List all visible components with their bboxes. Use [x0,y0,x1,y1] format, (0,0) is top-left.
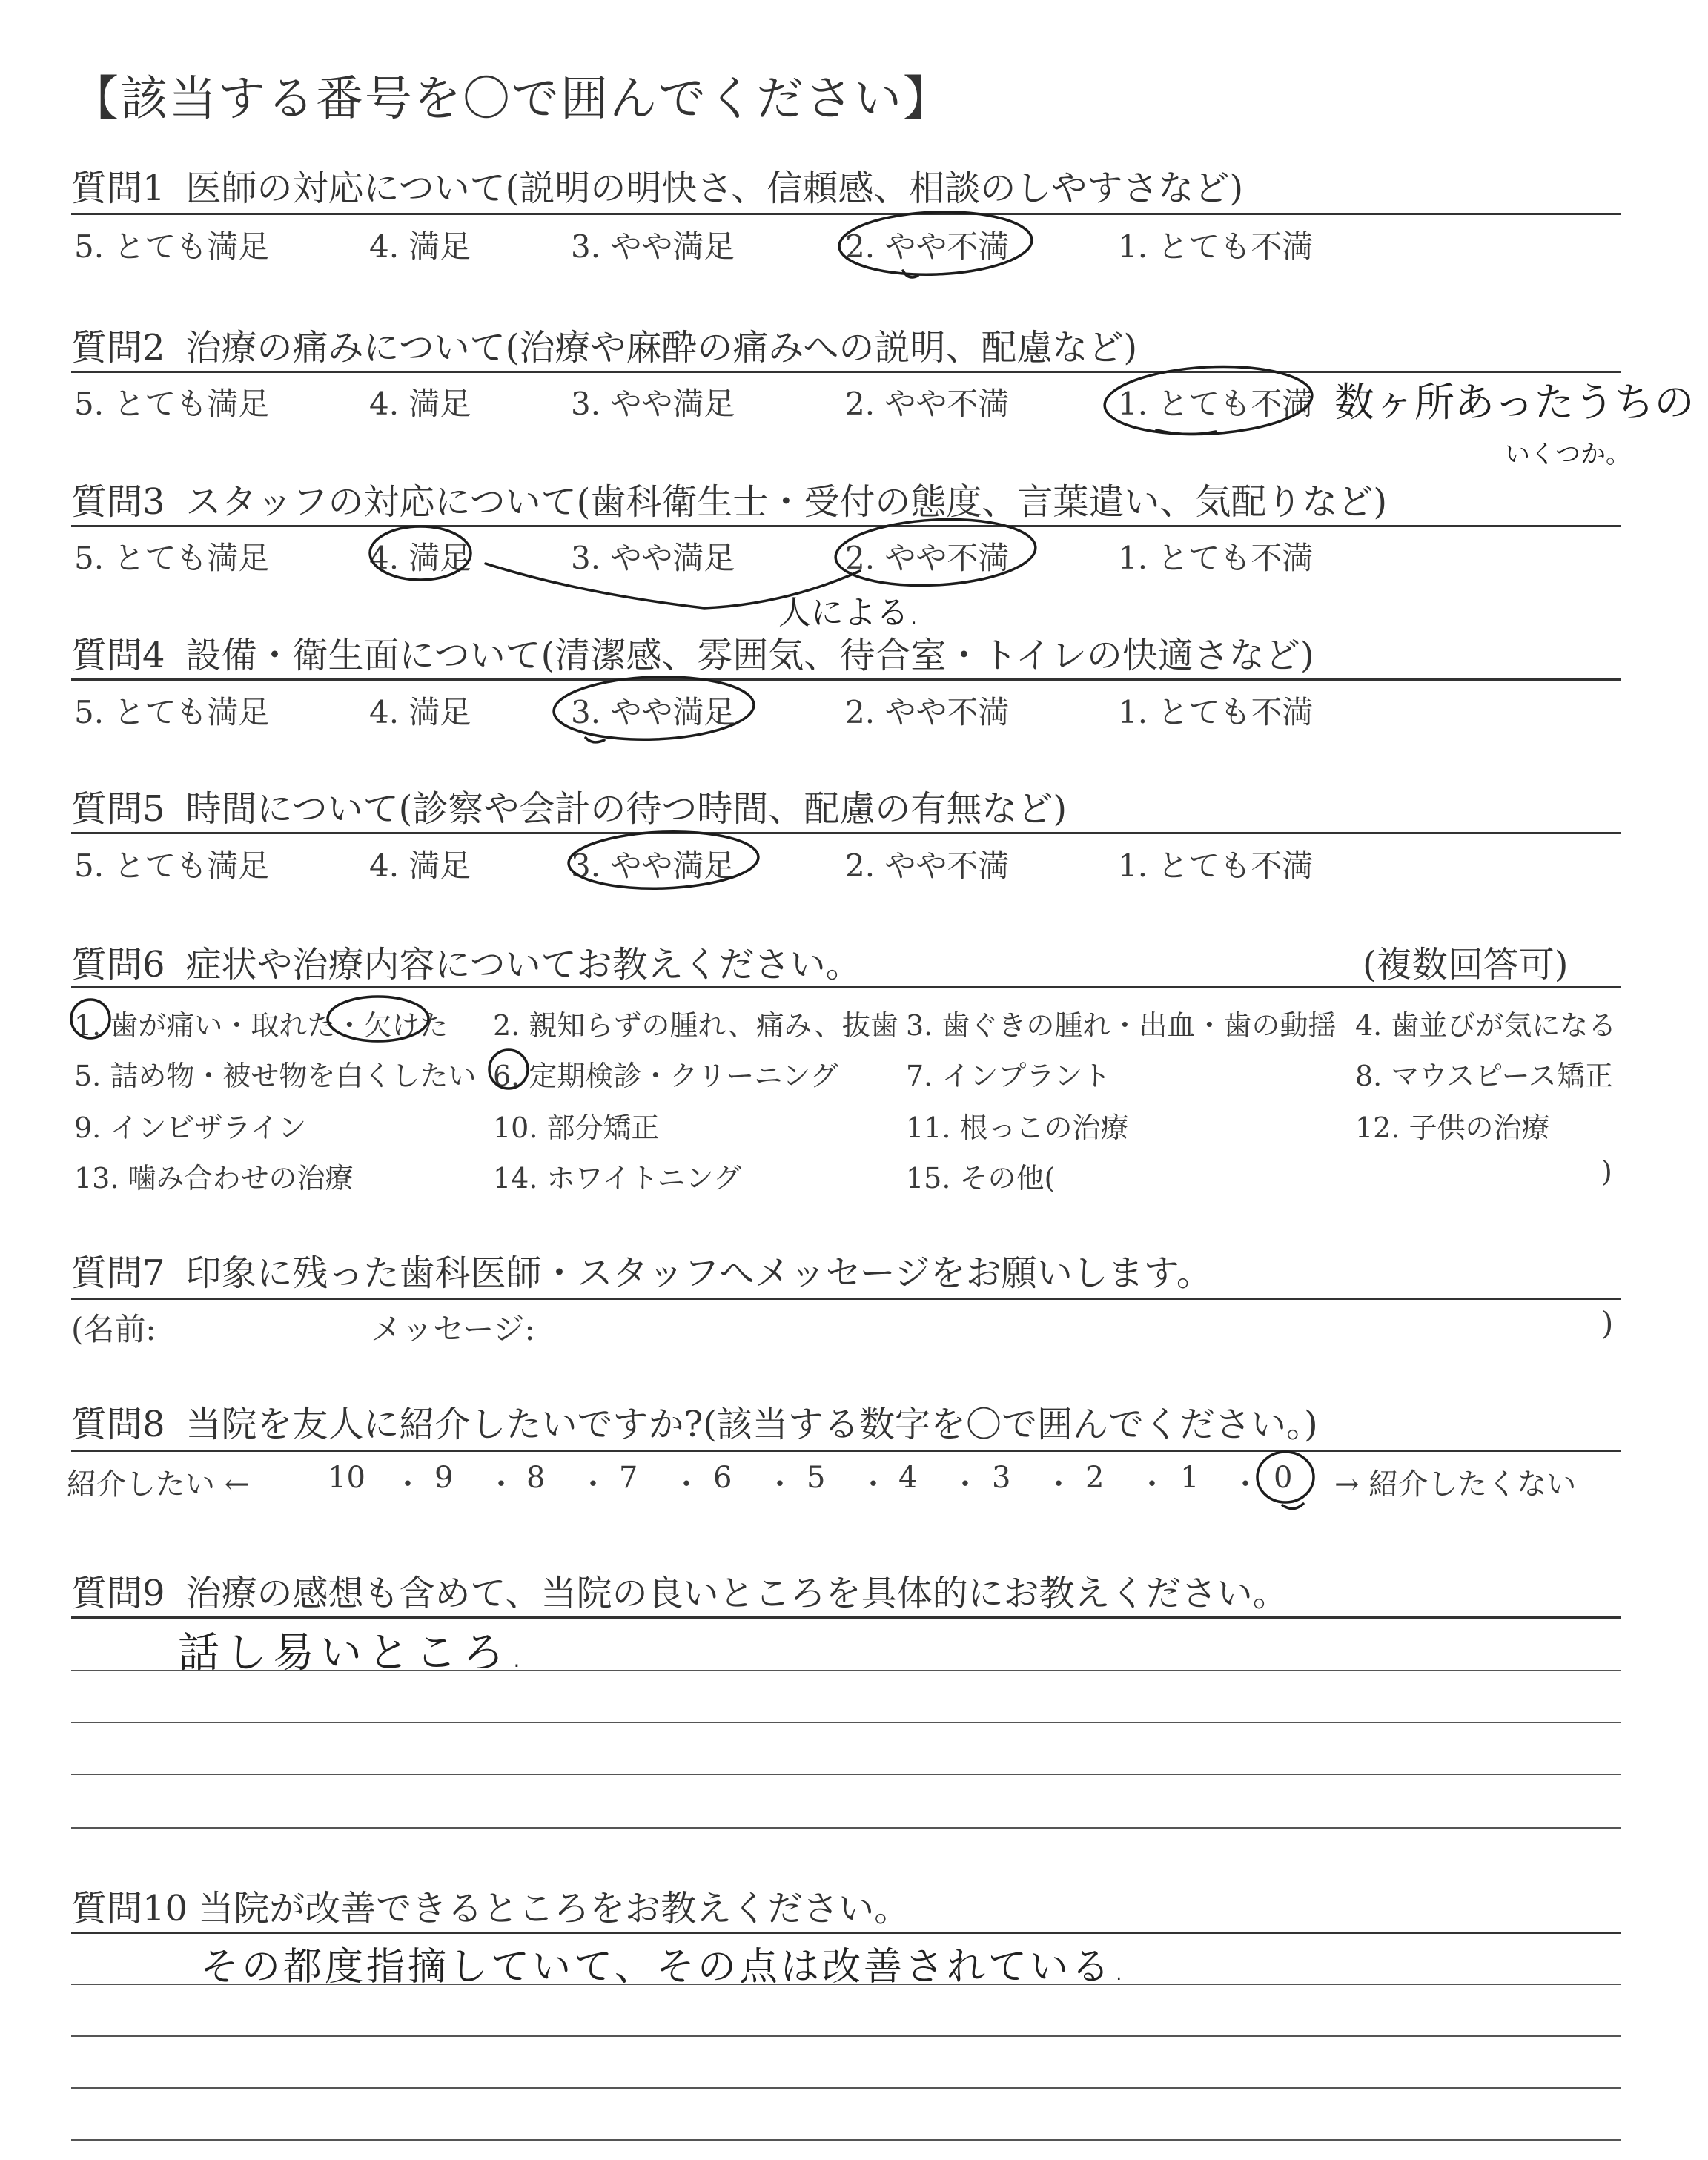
scale-dot: ・ [1044,1467,1073,1502]
q9-answer[interactable]: 話し易いところ. [178,1629,529,1677]
q4-option-5[interactable]: 5. とても満足 [74,694,270,730]
question-text: 印象に残った歯科医師・スタッフへメッセージをお願いします。 [185,1252,1212,1294]
q6-option-8[interactable]: 8. マウスピース矯正 [1355,1060,1613,1092]
answer-line [71,1670,1621,1671]
multiple-answer-note: (複数回答可) [1363,944,1569,985]
divider [71,1616,1621,1619]
divider [71,213,1621,215]
q5-option-5[interactable]: 5. とても満足 [74,848,270,884]
scale-dot: ・ [1231,1467,1260,1502]
q6-option-14[interactable]: 14. ホワイトニング [493,1162,742,1195]
q4-option-2[interactable]: 2. やや不満 [845,694,1010,730]
scale-value-8[interactable]: 8 [526,1461,546,1495]
question-text: スタッフの対応について(歯科衛生士・受付の態度、言葉遣い、気配りなど) [185,481,1388,523]
q3-option-5[interactable]: 5. とても満足 [74,540,270,576]
divider [71,1932,1621,1934]
divider [71,1298,1621,1300]
scale-right-label: → 紹介したくない [1334,1467,1577,1502]
question-text: 医師の対応について(説明の明快さ、信頼感、相談のしやすさなど) [185,168,1244,209]
scale-value-5[interactable]: 5 [807,1461,826,1495]
scale-value-10[interactable]: 10 [328,1461,365,1495]
question-2-title [71,319,1137,370]
question-text: 治療の感想も含めて、当院の良いところを具体的にお教えください。 [185,1573,1288,1614]
question-number: 質問10 [71,1888,188,1929]
question-text: 時間について(診察や会計の待つ時間、配慮の有無など) [185,788,1068,830]
q2-option-5[interactable]: 5. とても満足 [74,386,270,422]
answer-line [71,2139,1621,2141]
scale-value-0[interactable]: 0 [1274,1461,1293,1495]
q2-option-1[interactable]: 1. とても不満 [1118,386,1314,422]
stroke [903,271,918,277]
q1-option-1[interactable]: 1. とても不満 [1118,228,1314,265]
q3-option-2[interactable]: 2. やや不満 [845,540,1010,576]
question-number: 質問1 [71,168,165,209]
question-3-title [71,473,1387,524]
question-text: 当院を友人に紹介したいですか?(該当する数字を〇で囲んでください。) [185,1404,1318,1445]
q6-option-2[interactable]: 2. 親知らずの腫れ、痛み、抜歯 [493,1009,898,1042]
q5-option-3[interactable]: 3. やや満足 [571,848,735,884]
scale-dot: ・ [672,1467,701,1502]
q10-answer[interactable]: その都度指摘していて、その点は改善されている. [200,1945,1128,1989]
question-number: 質問7 [71,1252,165,1294]
q5-option-4[interactable]: 4. 満足 [369,848,471,884]
divider [71,525,1621,527]
answer-line [71,1827,1621,1829]
stroke [586,738,604,742]
question-text: 当院が改善できるところをお教えください。 [198,1888,910,1929]
scale-value-7[interactable]: 7 [619,1461,638,1495]
stroke [1156,430,1216,435]
q6-option-3[interactable]: 3. 歯ぐきの腫れ・出血・歯の動揺 [906,1009,1337,1042]
q1-option-4[interactable]: 4. 満足 [369,228,471,265]
q3-option-1[interactable]: 1. とても不満 [1118,540,1314,576]
q2-option-4[interactable]: 4. 満足 [369,386,471,422]
question-number: 質問4 [71,635,165,676]
q6-option-4[interactable]: 4. 歯並びが気になる [1355,1009,1617,1042]
question-number: 質問3 [71,481,165,523]
q1-option-5[interactable]: 5. とても満足 [74,228,270,265]
scale-value-1[interactable]: 1 [1180,1461,1199,1495]
q6-option-15[interactable]: 15. その他( [906,1162,1056,1195]
q1-option-3[interactable]: 3. やや満足 [571,228,735,265]
question-4-title [71,627,1314,678]
scale-dot: ・ [1137,1467,1167,1502]
divider [71,1450,1621,1452]
divider [71,986,1621,988]
q5-option-2[interactable]: 2. やや不満 [845,848,1010,884]
scale-left-label: 紹介したい ← [67,1467,250,1502]
scale-value-3[interactable]: 3 [992,1461,1011,1495]
question-1-title [71,159,1243,211]
q2-option-3[interactable]: 3. やや満足 [571,386,735,422]
scale-value-6[interactable]: 6 [713,1461,732,1495]
answer-line [71,1722,1621,1723]
question-7-title [71,1244,1212,1295]
scale-value-2[interactable]: 2 [1085,1461,1105,1495]
q6-option-5[interactable]: 5. 詰め物・被せ物を白くしたい [74,1060,477,1092]
message-label: メッセージ: [371,1311,535,1347]
question-number: 質問5 [71,788,165,830]
scale-dot: ・ [765,1467,795,1502]
q6-option-9[interactable]: 9. インビザライン [74,1112,307,1144]
q3-option-4[interactable]: 4. 満足 [369,540,471,576]
q4-option-4[interactable]: 4. 満足 [369,694,471,730]
q3-option-3[interactable]: 3. やや満足 [571,540,735,576]
answer-line [71,1774,1621,1775]
q6-option-6[interactable]: 6. 定期検診・クリーニング [493,1060,838,1092]
q6-option-12[interactable]: 12. 子供の治療 [1355,1112,1550,1144]
question-8-title [71,1396,1318,1447]
question-number: 質問8 [71,1404,165,1445]
q2-option-2[interactable]: 2. やや不満 [845,386,1010,422]
question-text: 症状や治療内容についてお教えください。 [185,944,861,985]
question-5-title [71,780,1067,831]
q4-option-3[interactable]: 3. やや満足 [571,694,735,730]
q6-option-15-close: ) [1601,1155,1612,1188]
scale-dot: ・ [858,1467,888,1502]
question-number: 質問6 [71,944,165,985]
answer-line [71,2035,1621,2037]
scale-dot: ・ [486,1467,516,1502]
q1-option-2[interactable]: 2. やや不満 [845,228,1010,265]
name-label: (名前: [71,1311,156,1347]
question-text: 治療の痛みについて(治療や麻酔の痛みへの説明、配慮など) [185,327,1138,369]
q6-option-10[interactable]: 10. 部分矯正 [493,1112,660,1144]
question-6-title [71,936,861,987]
question-9-title [71,1565,1288,1616]
answer-line [71,2087,1621,2089]
q6-option-13[interactable]: 13. 噛み合わせの治療 [74,1162,354,1195]
q6-option-11[interactable]: 11. 根っこの治療 [906,1112,1129,1144]
recommend-scale [67,1461,1623,1505]
handwritten-note: 人による. [778,594,919,632]
handwritten-note: 数ヶ所あったうちの [1334,379,1695,426]
answer-line [71,1984,1621,1985]
q5-option-1[interactable]: 1. とても不満 [1118,848,1314,884]
handwritten-note: いくつか。 [1505,440,1631,469]
question-number: 質問9 [71,1573,165,1614]
divider [71,678,1621,681]
q6-option-7[interactable]: 7. インプラント [906,1060,1111,1092]
q4-option-1[interactable]: 1. とても不満 [1118,694,1314,730]
scale-dot: ・ [578,1467,608,1502]
question-number: 質問2 [71,327,165,369]
divider [71,832,1621,834]
page-title: 【該当する番号を〇で囲んでください】 [71,72,952,127]
question-10-title [71,1880,910,1931]
scale-dot: ・ [950,1467,980,1502]
scale-value-9[interactable]: 9 [434,1461,454,1495]
message-close: ) [1601,1305,1614,1341]
q6-option-1[interactable]: 1. 歯が痛い・取れた・欠けた [74,1009,448,1042]
scale-value-4[interactable]: 4 [898,1461,918,1495]
scale-dot: ・ [393,1467,423,1502]
question-text: 設備・衛生面について(清潔感、雰囲気、待合室・トイレの快適さなど) [185,635,1314,676]
